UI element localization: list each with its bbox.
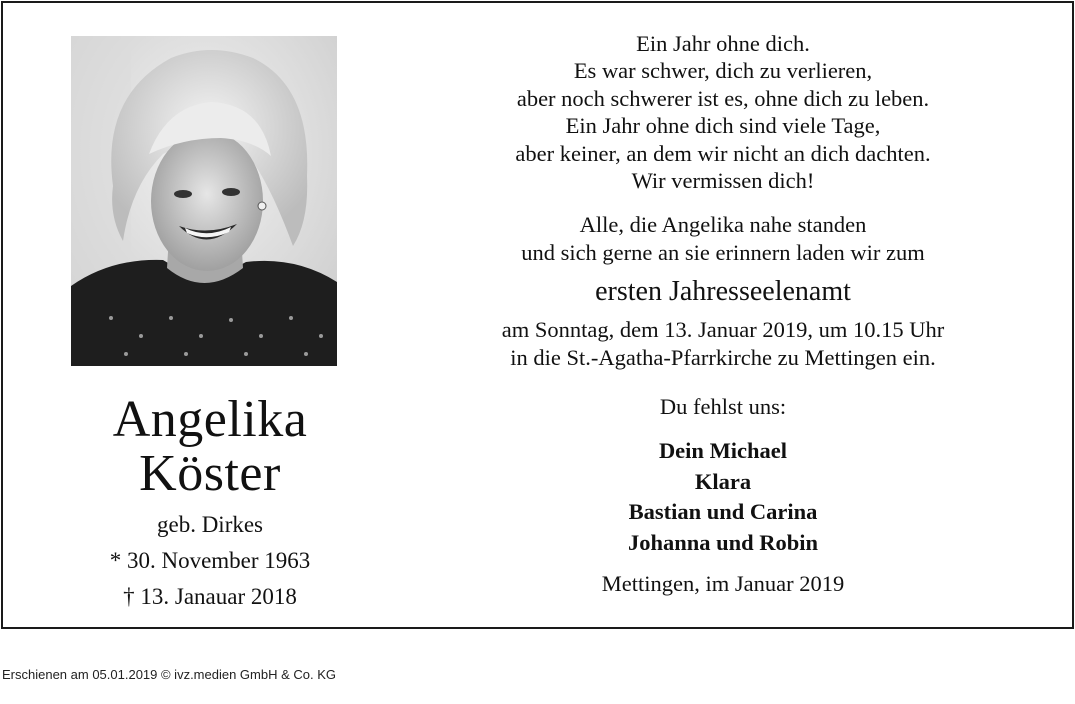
poem-line: aber noch schwerer ist es, ohne dich zu leben. [516,85,930,111]
poem-line: Ein Jahr ohne dich. [636,31,810,56]
birth-date: * 30. November 1963 [109,548,311,573]
memorial-text [441,30,1005,598]
deceased-info [55,393,365,611]
family-list [441,436,1005,558]
event-detail: am Sonntag, dem 13. Januar 2019, um 10.15 Uhr [501,317,945,343]
invitation-line: und sich gerne an sie erinnern laden wir zum [521,239,925,265]
family-member: Klara [694,468,752,494]
family-member: Bastian und Carina [628,499,818,525]
birth-name: geb. Dirkes [156,512,264,537]
poem-line: Wir vermissen dich! [631,168,815,194]
poem-line: aber keiner, an dem wir nicht an dich dachten. [515,140,931,166]
portrait-photo [71,36,337,366]
invitation [441,211,1005,371]
event-title: ersten Jahresseelenamt [595,276,851,308]
greeting: Du fehlst uns: [659,394,787,420]
family-member: Dein Michael [658,438,788,464]
death-date: † 13. Janauar 2018 [123,584,297,609]
deceased-last-name: Köster [139,445,281,502]
event-detail: in die St.-Agatha-Pfarrkirche zu Mettingen ein. [510,344,936,370]
poem-line: Ein Jahr ohne dich sind viele Tage, [565,113,881,139]
family-member: Johanna und Robin [627,529,819,555]
publication-footer: Erschienen am 05.01.2019 © ivz.medien GmbH & Co. KG [2,667,337,682]
invitation-line: Alle, die Angelika nahe standen [579,212,867,238]
poem-line: Es war schwer, dich zu verlieren, [573,58,873,84]
obituary-card [1,1,1074,629]
place-date: Mettingen, im Januar 2019 [601,571,845,597]
poem [441,30,1005,194]
deceased-first-name: Angelika [112,391,308,448]
